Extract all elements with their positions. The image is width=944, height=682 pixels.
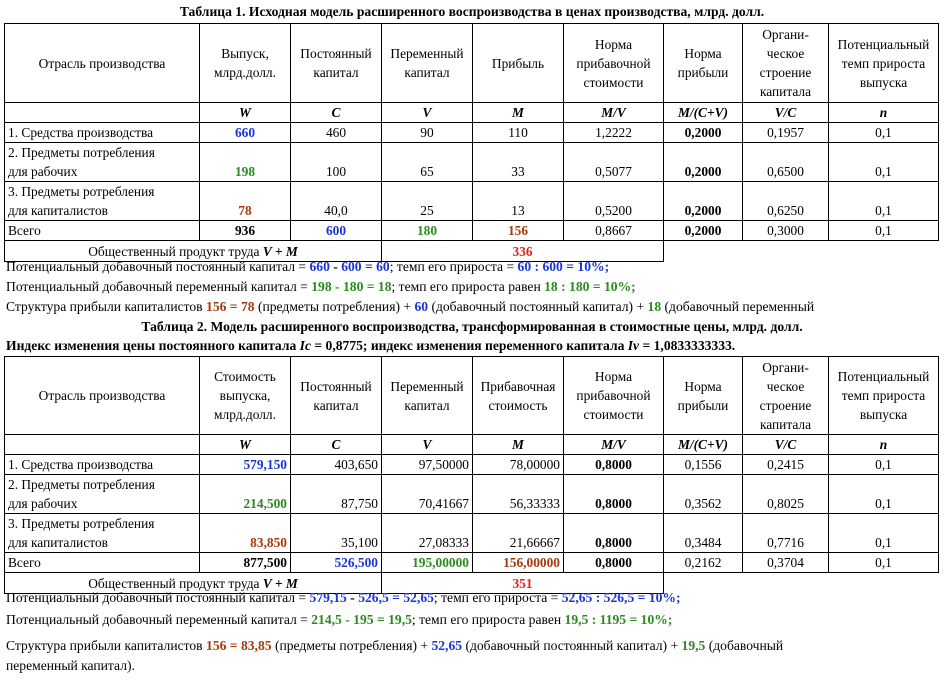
cell-mv: 0,8000 bbox=[564, 553, 664, 573]
table1-symbol-row bbox=[5, 103, 939, 123]
row-name bbox=[5, 514, 200, 553]
row-name: Всего bbox=[5, 221, 200, 241]
cell-mv: 0,8667 bbox=[564, 221, 664, 241]
value: 83,85 bbox=[240, 638, 272, 653]
value: 52,65 bbox=[561, 590, 593, 605]
text: Потенциальный добавочный постоянный капитал = bbox=[6, 259, 310, 274]
header-cell: Переменный капитал bbox=[382, 24, 473, 103]
value: 156 bbox=[206, 638, 227, 653]
header-cell: Выпуск, млрд.долл. bbox=[200, 24, 291, 103]
cell-w: 78 bbox=[200, 182, 291, 221]
cell-w: 83,850 bbox=[200, 514, 291, 553]
note2-line2 bbox=[6, 612, 672, 628]
cell-mv: 0,8000 bbox=[564, 455, 664, 475]
operator: = bbox=[634, 590, 649, 605]
symbol-cell: M bbox=[473, 103, 564, 123]
operator: - bbox=[341, 612, 354, 627]
value: 600 bbox=[341, 259, 362, 274]
cell-m: 156,00000 bbox=[473, 553, 564, 573]
cell-mv: 0,8000 bbox=[564, 475, 664, 514]
row-name-line: 2. Предметы потребления bbox=[8, 145, 155, 160]
symbol-cell: M/V bbox=[564, 103, 664, 123]
value: 10%; bbox=[603, 279, 636, 294]
value: 526,5 bbox=[603, 590, 635, 605]
cell-c: 40,0 bbox=[291, 182, 382, 221]
symbol-cell bbox=[5, 435, 200, 455]
value: 18 bbox=[544, 279, 558, 294]
text: переменный капитал). bbox=[6, 658, 135, 673]
symbol-cell bbox=[5, 103, 200, 123]
row-name-line: для рабочих bbox=[8, 164, 78, 179]
index-symbol: Ic bbox=[299, 338, 311, 353]
text: ; темп его прироста = bbox=[389, 259, 518, 274]
text: (добавочный постоянный капитал) + bbox=[428, 299, 648, 314]
cell-mv: 0,5200 bbox=[564, 182, 664, 221]
text: Структура прибыли капиталистов bbox=[6, 299, 207, 314]
text: = 1,0833333333. bbox=[639, 338, 736, 353]
cell-vc: 0,3000 bbox=[743, 221, 829, 241]
gdp-formula: V + M bbox=[262, 243, 298, 259]
table-row bbox=[5, 123, 939, 143]
cell-mv: 1,2222 bbox=[564, 123, 664, 143]
text: ; темп его прироста равен bbox=[391, 279, 545, 294]
header-cell: Постоянный капитал bbox=[291, 24, 382, 103]
cell-mcv: 0,3484 bbox=[664, 514, 743, 553]
header-cell: Норма прибавочной стоимости bbox=[564, 357, 664, 435]
operator: = bbox=[226, 299, 241, 314]
text: ; темп его прироста равен bbox=[411, 612, 565, 627]
cell-n: 0,1 bbox=[829, 221, 939, 241]
cell-c: 87,750 bbox=[291, 475, 382, 514]
table1 bbox=[4, 23, 939, 262]
symbol-cell: M/V bbox=[564, 435, 664, 455]
gdp-label: Общественный продукт труда bbox=[88, 243, 260, 259]
cell-v: 70,41667 bbox=[382, 475, 473, 514]
symbol-cell: V/C bbox=[743, 435, 829, 455]
cell-n: 0,1 bbox=[829, 182, 939, 221]
cell-v: 180 bbox=[382, 221, 473, 241]
cell-c: 403,650 bbox=[291, 455, 382, 475]
gdp-value: 336 bbox=[382, 241, 664, 262]
value: 660 bbox=[309, 259, 330, 274]
table-row bbox=[5, 455, 939, 475]
table2-index-line bbox=[6, 338, 735, 354]
header-cell: Отрасль производства bbox=[5, 24, 200, 103]
cell-c: 100 bbox=[291, 143, 382, 182]
cell-mcv: 0,1556 bbox=[664, 455, 743, 475]
cell-vc: 0,7716 bbox=[743, 514, 829, 553]
row-name: 1. Средства производства bbox=[5, 123, 200, 143]
cell-m: 78,00000 bbox=[473, 455, 564, 475]
header-cell: Потенциальный темп прироста выпуска bbox=[829, 357, 939, 435]
text: Потенциальный добавочный переменный капитал = bbox=[6, 279, 312, 294]
cell-vc: 0,6500 bbox=[743, 143, 829, 182]
table-row bbox=[5, 475, 939, 514]
text: (предметы потребления) + bbox=[254, 299, 415, 314]
symbol-cell: C bbox=[291, 435, 382, 455]
cell-w: 214,500 bbox=[200, 475, 291, 514]
value: 18 bbox=[377, 279, 392, 294]
empty-cell bbox=[664, 573, 939, 594]
empty-cell bbox=[664, 241, 939, 262]
cell-n: 0,1 bbox=[829, 475, 939, 514]
cell-n: 0,1 bbox=[829, 455, 939, 475]
value: 60 bbox=[414, 299, 429, 314]
row-name bbox=[5, 182, 200, 221]
cell-w: 936 bbox=[200, 221, 291, 241]
value: 526,5 bbox=[358, 590, 389, 605]
table-row-total bbox=[5, 553, 939, 573]
cell-v: 27,08333 bbox=[382, 514, 473, 553]
operator: - bbox=[346, 590, 359, 605]
symbol-cell: W bbox=[200, 103, 291, 123]
value: 52,65 bbox=[431, 638, 463, 653]
value: 19,5 bbox=[564, 612, 589, 627]
text: (добавочный постоянный капитал) + bbox=[462, 638, 682, 653]
table2 bbox=[4, 356, 939, 594]
table-row bbox=[5, 143, 939, 182]
header-cell: Отрасль производства bbox=[5, 357, 200, 435]
cell-mcv: 0,2000 bbox=[664, 143, 743, 182]
cell-vc: 0,2415 bbox=[743, 455, 829, 475]
table-row-total bbox=[5, 221, 939, 241]
header-cell: Переменный капитал bbox=[382, 357, 473, 435]
header-cell: Постоянный капитал bbox=[291, 357, 382, 435]
row-name bbox=[5, 475, 200, 514]
operator: - bbox=[329, 259, 342, 274]
cell-v: 25 bbox=[382, 182, 473, 221]
cell-c: 35,100 bbox=[291, 514, 382, 553]
cell-mv: 0,8000 bbox=[564, 514, 664, 553]
value: 579,15 bbox=[309, 590, 347, 605]
symbol-cell: n bbox=[829, 103, 939, 123]
symbol-cell: M/(C+V) bbox=[664, 435, 743, 455]
cell-n: 0,1 bbox=[829, 514, 939, 553]
text: (предметы потребления) + bbox=[271, 638, 432, 653]
row-name-line: 2. Предметы потребления bbox=[8, 477, 155, 492]
operator: = bbox=[363, 279, 378, 294]
operator: : bbox=[531, 259, 543, 274]
cell-m: 33 bbox=[473, 143, 564, 182]
value: 19,5 bbox=[388, 612, 412, 627]
row-name-line: для рабочих bbox=[8, 496, 78, 511]
cell-w: 660 bbox=[200, 123, 291, 143]
cell-mcv: 0,2000 bbox=[664, 123, 743, 143]
cell-vc: 0,6250 bbox=[743, 182, 829, 221]
header-cell: Органи-ческое строение капитала bbox=[743, 24, 829, 103]
operator: - bbox=[331, 279, 343, 294]
value: 60 bbox=[517, 259, 532, 274]
cell-v: 97,50000 bbox=[382, 455, 473, 475]
operator: = bbox=[361, 259, 377, 274]
row-name-line: для капиталистов bbox=[8, 203, 108, 218]
table-row bbox=[5, 182, 939, 221]
text: Индекс изменения цены постоянного капитала bbox=[6, 338, 300, 353]
gdp-formula: V + M bbox=[262, 575, 298, 591]
text: (добавочный bbox=[705, 638, 784, 653]
cell-c: 600 bbox=[291, 221, 382, 241]
header-cell: Стоимость выпуска, млрд.долл. bbox=[200, 357, 291, 435]
cell-w: 877,500 bbox=[200, 553, 291, 573]
symbol-cell: V bbox=[382, 435, 473, 455]
text: Потенциальный добавочный постоянный капитал = bbox=[6, 590, 310, 605]
header-cell: Норма прибавочной стоимости bbox=[564, 24, 664, 103]
value: 18 bbox=[647, 299, 662, 314]
value: 60 bbox=[376, 259, 390, 274]
text: Потенциальный добавочный переменный капитал = bbox=[6, 612, 312, 627]
value: 10%; bbox=[648, 590, 681, 605]
index-symbol: Iv bbox=[627, 338, 640, 353]
cell-n: 0,1 bbox=[829, 143, 939, 182]
header-cell: Норма прибыли bbox=[664, 24, 743, 103]
cell-n: 0,1 bbox=[829, 123, 939, 143]
operator: : bbox=[588, 612, 600, 627]
value: 214,5 bbox=[311, 612, 342, 627]
cell-n: 0,1 bbox=[829, 553, 939, 573]
value: 195 bbox=[353, 612, 374, 627]
value: 600 bbox=[542, 259, 563, 274]
cell-mcv: 0,2000 bbox=[664, 221, 743, 241]
cell-mv: 0,5077 bbox=[564, 143, 664, 182]
header-cell: Органи-ческое строение капитала bbox=[743, 357, 829, 435]
note2-line3 bbox=[6, 636, 936, 676]
table2-header-row bbox=[5, 357, 939, 435]
operator: = bbox=[589, 279, 604, 294]
row-name-line: 3. Предметы ротребления bbox=[8, 184, 155, 199]
symbol-cell: V/C bbox=[743, 103, 829, 123]
symbol-cell: n bbox=[829, 435, 939, 455]
row-name-line: для капиталистов bbox=[8, 535, 108, 550]
value: 19,5 bbox=[681, 638, 706, 653]
cell-m: 13 bbox=[473, 182, 564, 221]
value: 156 bbox=[206, 299, 227, 314]
header-cell: Норма прибыли bbox=[664, 357, 743, 435]
header-cell: Потенциальный темп прироста выпуска bbox=[829, 24, 939, 103]
cell-m: 21,66667 bbox=[473, 514, 564, 553]
cell-c: 526,500 bbox=[291, 553, 382, 573]
value: 1195 bbox=[599, 612, 627, 627]
gdp-label: Общественный продукт труда bbox=[88, 575, 260, 591]
table2-title: Таблица 2. Модель расширенного воспроизводства, трансформированная в стоимостные цены, млрд. долл. bbox=[141, 319, 803, 334]
value: 10%; bbox=[640, 612, 673, 627]
value: 78 bbox=[240, 299, 255, 314]
header-cell: Прибыль bbox=[473, 24, 564, 103]
cell-v: 195,00000 bbox=[382, 553, 473, 573]
symbol-cell: M/(C+V) bbox=[664, 103, 743, 123]
operator: = bbox=[626, 612, 641, 627]
value: 10%; bbox=[577, 259, 610, 274]
cell-vc: 0,8025 bbox=[743, 475, 829, 514]
row-name: 1. Средства производства bbox=[5, 455, 200, 475]
operator: = bbox=[226, 638, 241, 653]
cell-m: 156 bbox=[473, 221, 564, 241]
cell-mcv: 0,2000 bbox=[664, 182, 743, 221]
symbol-cell: V bbox=[382, 103, 473, 123]
cell-v: 90 bbox=[382, 123, 473, 143]
row-name: Всего bbox=[5, 553, 200, 573]
cell-m: 56,33333 bbox=[473, 475, 564, 514]
symbol-cell: M bbox=[473, 435, 564, 455]
value: 52,65 bbox=[403, 590, 434, 605]
text: = 0,8775; индекс изменения переменного капитала bbox=[311, 338, 628, 353]
cell-mcv: 0,3562 bbox=[664, 475, 743, 514]
text: (добавочный переменный bbox=[661, 299, 815, 314]
text: ; темп его прироста = bbox=[433, 590, 562, 605]
row-name bbox=[5, 143, 200, 182]
text: Структура прибыли капиталистов bbox=[6, 638, 207, 653]
table1-header-row bbox=[5, 24, 939, 103]
symbol-cell: C bbox=[291, 103, 382, 123]
note2-line1 bbox=[6, 590, 681, 606]
cell-mcv: 0,2162 bbox=[664, 553, 743, 573]
note1-line2 bbox=[6, 279, 636, 295]
operator: = bbox=[388, 590, 404, 605]
row-name-line: 3. Предметы ротребления bbox=[8, 516, 155, 531]
cell-m: 110 bbox=[473, 123, 564, 143]
cell-c: 460 bbox=[291, 123, 382, 143]
cell-v: 65 bbox=[382, 143, 473, 182]
note1-line1 bbox=[6, 259, 609, 275]
header-cell: Прибавочная стоимость bbox=[473, 357, 564, 435]
cell-vc: 0,3704 bbox=[743, 553, 829, 573]
cell-w: 198 bbox=[200, 143, 291, 182]
operator: = bbox=[373, 612, 389, 627]
table2-symbol-row bbox=[5, 435, 939, 455]
cell-w: 579,150 bbox=[200, 455, 291, 475]
operator: : bbox=[592, 590, 604, 605]
table1-title: Таблица 1. Исходная модель расширенного воспроизводства в ценах производства, млрд. долл. bbox=[179, 4, 765, 19]
gdp-value: 351 bbox=[382, 573, 664, 594]
cell-vc: 0,1957 bbox=[743, 123, 829, 143]
table-row bbox=[5, 514, 939, 553]
symbol-cell: W bbox=[200, 435, 291, 455]
operator: : bbox=[557, 279, 570, 294]
value: 180 bbox=[342, 279, 364, 294]
value: 180 bbox=[569, 279, 590, 294]
operator: = bbox=[562, 259, 578, 274]
note1-line3 bbox=[6, 299, 814, 315]
value: 198 bbox=[311, 279, 332, 294]
